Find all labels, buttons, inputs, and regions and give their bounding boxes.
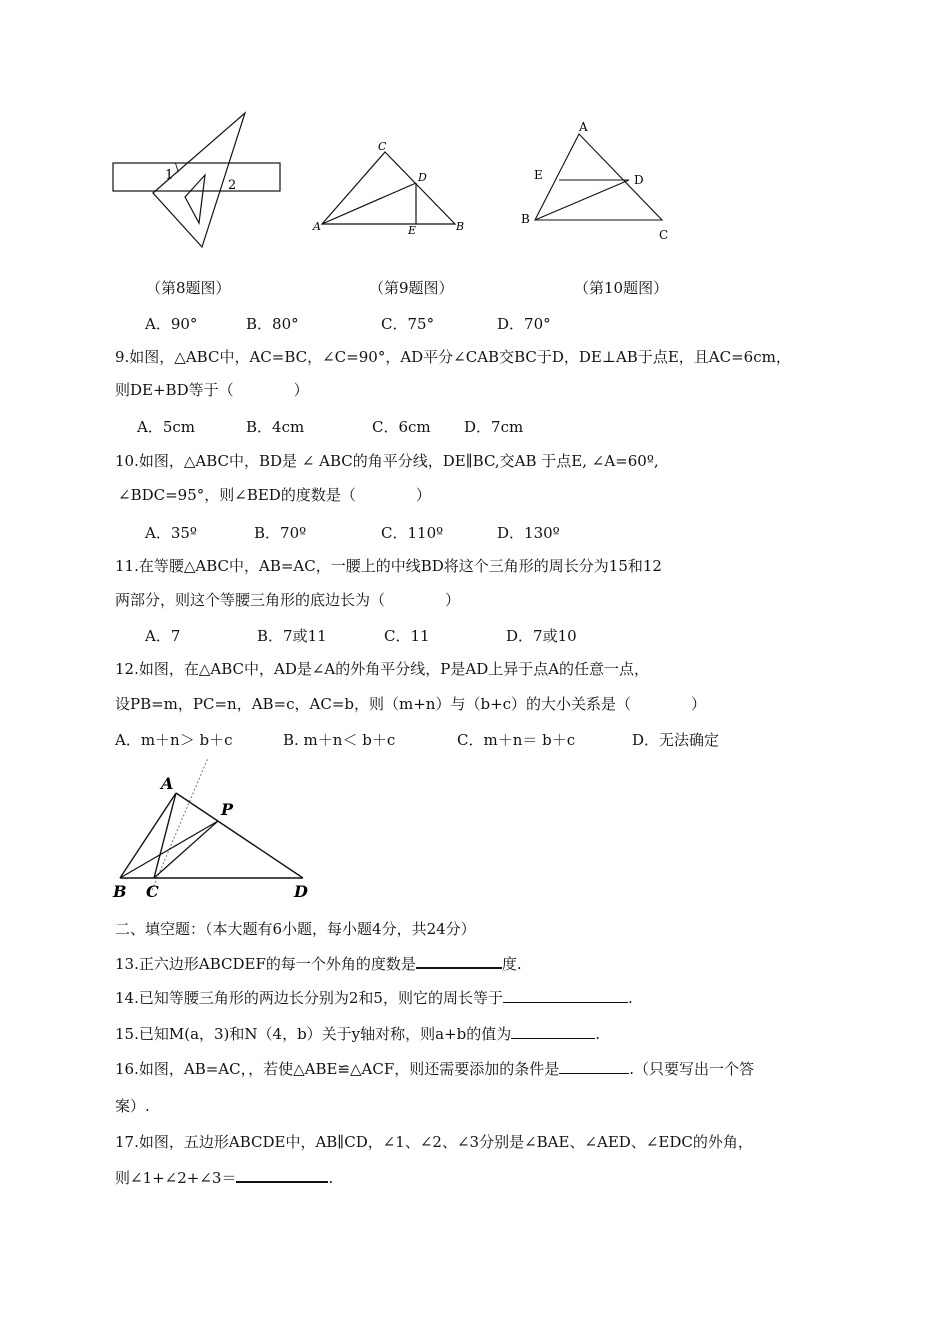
q17-stem-line2 <box>115 1168 333 1188</box>
q9-option-c: C．6cm <box>372 418 431 436</box>
figure-9 <box>310 138 470 238</box>
fig12-label-b: B <box>113 882 127 900</box>
fig10-label-e: E <box>534 168 543 182</box>
q15-answer-blank[interactable] <box>511 1038 595 1039</box>
q16-stem-line1 <box>115 1059 754 1079</box>
fig9-label-d: D <box>418 171 427 184</box>
q9-stem-line1: 9.如图，△ABC中，AC=BC，∠C=90°，AD平分∠CAB交BC于D，DE⊥AB于点E，且AC=6cm， <box>115 348 791 366</box>
q9-option-b: B．4cm <box>246 418 305 436</box>
fig8-label-2: 2 <box>228 178 237 193</box>
q14-text-before: 14.已知等腰三角形的两边长分别为2和5，则它的周长等于 <box>115 989 503 1007</box>
q13-stem <box>115 954 522 974</box>
figure-10 <box>515 118 680 243</box>
q11-option-c: C．11 <box>384 627 430 645</box>
q12-option-d: D．无法确定 <box>632 731 720 749</box>
q12-option-a: A．m＋n＞ b＋c <box>115 731 233 749</box>
fig12-label-d: D <box>294 882 308 900</box>
fig8-ruler <box>113 163 280 191</box>
q10-option-a: A．35º <box>145 524 197 542</box>
q17-answer-blank[interactable] <box>236 1181 328 1183</box>
q8-option-d: D．70° <box>497 315 551 333</box>
fig9-label-b: B <box>456 220 465 233</box>
q13-text-after: 度. <box>501 955 522 973</box>
fig8-caption: （第8题图） <box>146 279 231 297</box>
fig12-segment-pb <box>120 821 218 878</box>
fig10-label-a: A <box>579 120 588 134</box>
q12-stem-line2: 设PB=m，PC=n，AB=c，AC=b，则（m+n）与（b+c）的大小关系是（ ） <box>115 695 707 713</box>
q10-option-c: C．110º <box>381 524 444 542</box>
section-2-title: 二、填空题：（本大题有6小题，每小题4分，共24分） <box>115 920 476 938</box>
fig12-segment-ac <box>154 793 176 878</box>
fig12-label-p: P <box>221 800 234 819</box>
q15-text-before: 15.已知M(a，3)和N（4，b）关于y轴对称，则a+b的值为 <box>115 1025 512 1043</box>
q13-answer-blank[interactable] <box>416 967 502 969</box>
fig10-segment-bd <box>535 180 629 220</box>
fig9-triangle <box>322 152 455 224</box>
fig9-label-a: A <box>313 220 321 233</box>
q16-text-before: 16.如图，AB=AC，，若使△ABE≌△ACF，则还需要添加的条件是 <box>115 1060 560 1078</box>
figure-12 <box>108 755 318 900</box>
q9-stem-line2: 则DE+BD等于（ ） <box>115 381 309 399</box>
q12-stem-line1: 12.如图，在△ABC中，AD是∠A的外角平分线，P是AD上异于点A的任意一点， <box>115 660 650 678</box>
q11-stem-line2: 两部分，则这个等腰三角形的底边长为（ ） <box>115 591 461 609</box>
q14-answer-blank[interactable] <box>503 1002 628 1003</box>
q15-text-after: . <box>595 1025 601 1043</box>
q17-text-before: 则∠1+∠2+∠3＝ <box>115 1169 237 1187</box>
q10-stem-line2: ∠BDC=95°，则∠BED的度数是（ ） <box>118 486 431 504</box>
q11-option-d: D．7或10 <box>506 627 577 645</box>
q11-option-a: A．7 <box>145 627 181 645</box>
q9-option-d: D．7cm <box>464 418 524 436</box>
fig9-segment-ad <box>322 183 416 224</box>
q8-option-b: B．80° <box>246 315 299 333</box>
fig12-label-c: C <box>146 882 159 900</box>
q16-answer-blank[interactable] <box>559 1073 629 1074</box>
q12-option-c: C．m＋n＝ b＋c <box>457 731 576 749</box>
fig9-label-e: E <box>408 224 417 237</box>
fig9-label-c: C <box>378 140 387 153</box>
q16-stem-line2: 案）. <box>115 1097 150 1115</box>
q11-stem-line1: 11.在等腰△ABC中，AB=AC，一腰上的中线BD将这个三角形的周长分为15和12 <box>115 557 662 575</box>
fig12-segment-pc <box>154 821 218 878</box>
q15-stem <box>115 1024 600 1044</box>
q11-option-b: B．7或11 <box>257 627 327 645</box>
q9-option-a: A．5cm <box>137 418 196 436</box>
q8-option-c: C．75° <box>381 315 435 333</box>
fig10-label-d: D <box>634 173 644 187</box>
fig8-label-1: 1 <box>165 168 174 183</box>
figure-8 <box>105 105 290 255</box>
q14-text-after: . <box>627 989 633 1007</box>
fig12-segment-ad <box>176 793 303 878</box>
fig8-label-1b: \ <box>175 161 179 174</box>
fig10-caption: （第10题图） <box>574 279 669 297</box>
q10-option-d: D．130º <box>497 524 560 542</box>
fig12-label-a: A <box>161 774 174 793</box>
fig8-inner-triangle <box>185 175 205 223</box>
fig9-caption: （第9题图） <box>369 279 454 297</box>
q14-stem <box>115 988 633 1008</box>
q10-stem-line1: 10.如图，△ABC中，BD是 ∠ ABC的角平分线，DE∥BC,交AB 于点E, ∠A=60º, <box>115 452 659 470</box>
fig10-label-b: B <box>521 212 530 226</box>
q17-stem-line1: 17.如图，五边形ABCDE中，AB∥CD，∠1、∠2、∠3分别是∠BAE、∠AED、∠EDC的外角， <box>115 1133 753 1151</box>
q8-option-a: A．90° <box>145 315 198 333</box>
q17-text-after: . <box>328 1169 334 1187</box>
q10-option-b: B．70º <box>254 524 307 542</box>
q16-text-after: .（只要写出一个答 <box>629 1060 755 1078</box>
q13-text-before: 13.正六边形ABCDEF的每一个外角的度数是 <box>115 955 416 973</box>
q12-option-b: B. m＋n＜ b＋c <box>283 731 396 749</box>
fig10-label-c: C <box>659 228 669 242</box>
